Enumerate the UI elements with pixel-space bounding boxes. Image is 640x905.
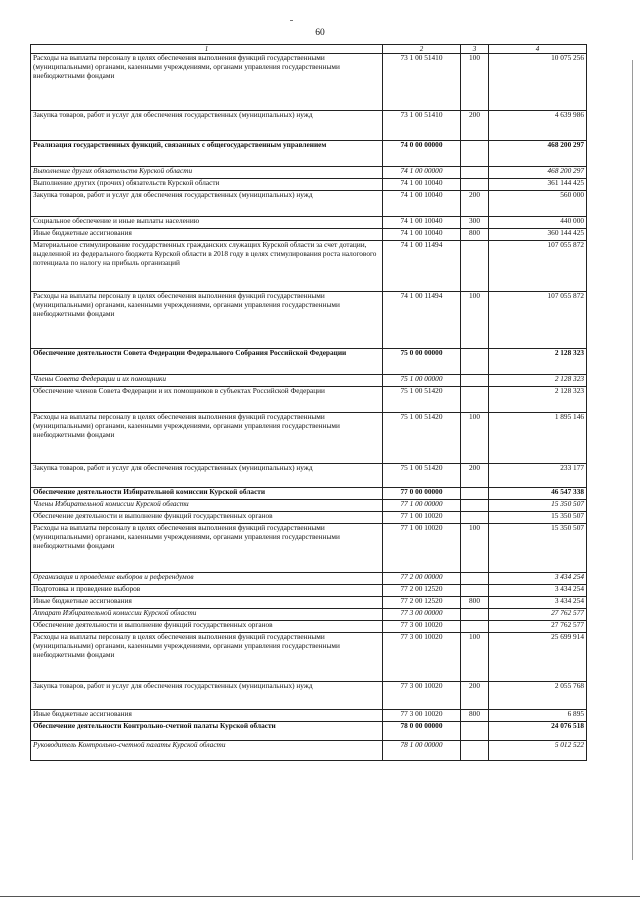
row-amount: 468 200 297: [489, 141, 587, 167]
scan-edge-line: [632, 60, 633, 860]
table-row: [31, 573, 587, 585]
header-row: [31, 45, 587, 54]
table-row: [31, 585, 587, 597]
row-expense-group: [461, 741, 489, 761]
row-code: 77 3 00 10020: [383, 682, 461, 710]
row-name: Аппарат Избирательной комиссии Курской области: [31, 609, 383, 621]
table-row: [31, 141, 587, 167]
budget-table: [30, 44, 587, 761]
row-code: 74 0 00 00000: [383, 141, 461, 167]
table-row: [31, 217, 587, 229]
row-amount: 4 639 986: [489, 111, 587, 141]
row-amount: 15 350 507: [489, 500, 587, 512]
row-name: Подготовка и проведение выборов: [31, 585, 383, 597]
row-code: 77 1 00 10020: [383, 512, 461, 524]
table-row: [31, 413, 587, 464]
table-row: [31, 682, 587, 710]
table-row: [31, 597, 587, 609]
row-name: Обеспечение деятельности и выполнение функций государственных органов: [31, 621, 383, 633]
table-row: [31, 488, 587, 500]
row-amount: 3 434 254: [489, 573, 587, 585]
row-name: Обеспечение деятельности Контрольно-счетной палаты Курской области: [31, 722, 383, 741]
row-expense-group: [461, 167, 489, 179]
row-code: 74 1 00 00000: [383, 167, 461, 179]
row-amount: 15 350 507: [489, 524, 587, 573]
header-col-4: 4: [489, 45, 587, 54]
row-name: Закупка товаров, работ и услуг для обеспечения государственных (муниципальных) нужд: [31, 464, 383, 488]
row-code: 77 2 00 12520: [383, 585, 461, 597]
row-name: Выполнение других (прочих) обязательств Курской области: [31, 179, 383, 191]
row-expense-group: 200: [461, 682, 489, 710]
row-amount: 2 055 768: [489, 682, 587, 710]
table-row: [31, 229, 587, 241]
row-name: Реализация государственных функций, связанных с общегосударственным управлением: [31, 141, 383, 167]
row-name: Обеспечение деятельности и выполнение функций государственных органов: [31, 512, 383, 524]
row-code: 77 2 00 00000: [383, 573, 461, 585]
row-code: 75 0 00 00000: [383, 349, 461, 375]
row-expense-group: 100: [461, 524, 489, 573]
table-row: [31, 464, 587, 488]
row-amount: 2 128 323: [489, 349, 587, 375]
table-row: [31, 710, 587, 722]
row-name: Расходы на выплаты персоналу в целях обеспечения выполнения функций государственными (муниципальными) органами, казенными учреждениями, органами управления государственными внебюджетными фондами: [31, 54, 383, 111]
row-amount: 10 075 256: [489, 54, 587, 111]
row-name: Расходы на выплаты персоналу в целях обеспечения выполнения функций государственными (муниципальными) органами, казенными учреждениями, органами управления государственными внебюджетными фондами: [31, 524, 383, 573]
row-amount: 27 762 577: [489, 621, 587, 633]
table-row: [31, 512, 587, 524]
table-row: [31, 609, 587, 621]
row-amount: 25 699 914: [489, 633, 587, 682]
table-row: [31, 179, 587, 191]
row-name: Материальное стимулирование государственных гражданских служащих Курской области за счет дотации, выделенной из федерального бюджета Курской области в 2018 году в целях стимулирования роста налогового потенциала по налогу на прибыль организаций: [31, 241, 383, 292]
row-amount: 440 000: [489, 217, 587, 229]
row-name: Обеспечение членов Совета Федерации и их помощников в субъектах Российской Федерации: [31, 387, 383, 413]
row-amount: 1 895 146: [489, 413, 587, 464]
row-amount: 2 128 323: [489, 375, 587, 387]
row-expense-group: [461, 621, 489, 633]
row-name: Закупка товаров, работ и услуг для обеспечения государственных (муниципальных) нужд: [31, 191, 383, 217]
row-amount: 233 177: [489, 464, 587, 488]
row-code: 73 1 00 51410: [383, 111, 461, 141]
table-row: [31, 741, 587, 761]
row-name: Организация и проведение выборов и референдумов: [31, 573, 383, 585]
row-amount: 46 547 338: [489, 488, 587, 500]
row-code: 74 1 00 10040: [383, 217, 461, 229]
table-row: [31, 722, 587, 741]
row-code: 77 3 00 10020: [383, 710, 461, 722]
table-row: [31, 621, 587, 633]
row-name: Иные бюджетные ассигнования: [31, 710, 383, 722]
row-expense-group: 100: [461, 633, 489, 682]
row-code: 77 3 00 00000: [383, 609, 461, 621]
row-name: Расходы на выплаты персоналу в целях обеспечения выполнения функций государственными (муниципальными) органами, казенными учреждениями, органами управления государственными внебюджетными фондами: [31, 633, 383, 682]
header-col-1: 1: [31, 45, 383, 54]
row-amount: 107 055 872: [489, 241, 587, 292]
table-row: [31, 292, 587, 349]
row-amount: 107 055 872: [489, 292, 587, 349]
row-amount: 2 128 323: [489, 387, 587, 413]
row-code: 75 1 00 51420: [383, 387, 461, 413]
row-expense-group: [461, 512, 489, 524]
row-code: 75 1 00 00000: [383, 375, 461, 387]
row-code: 74 1 00 10040: [383, 229, 461, 241]
row-name: Члены Избирательной комиссии Курской области: [31, 500, 383, 512]
row-amount: 3 434 254: [489, 597, 587, 609]
row-code: 74 1 00 11494: [383, 241, 461, 292]
page-number: 60: [315, 28, 325, 38]
header-col-2: 2: [383, 45, 461, 54]
table-row: [31, 191, 587, 217]
row-name: Выполнение других обязательств Курской области: [31, 167, 383, 179]
row-code: 77 3 00 10020: [383, 621, 461, 633]
row-code: 77 1 00 00000: [383, 500, 461, 512]
scan-mark: [290, 20, 293, 21]
row-code: 78 1 00 00000: [383, 741, 461, 761]
row-code: 75 1 00 51420: [383, 413, 461, 464]
page-bottom-line: [0, 896, 640, 897]
row-name: Расходы на выплаты персоналу в целях обеспечения выполнения функций государственными (муниципальными) органами, казенными учреждениями, органами управления государственными внебюджетными фондами: [31, 413, 383, 464]
header-col-3: 3: [461, 45, 489, 54]
row-expense-group: [461, 387, 489, 413]
row-expense-group: 800: [461, 229, 489, 241]
row-code: 77 0 00 00000: [383, 488, 461, 500]
row-code: 73 1 00 51410: [383, 54, 461, 111]
row-expense-group: [461, 573, 489, 585]
row-code: 78 0 00 00000: [383, 722, 461, 741]
row-amount: 6 895: [489, 710, 587, 722]
row-expense-group: [461, 241, 489, 292]
row-name: Расходы на выплаты персоналу в целях обеспечения выполнения функций государственными (муниципальными) органами, казенными учреждениями, органами управления государственными внебюджетными фондами: [31, 292, 383, 349]
row-expense-group: [461, 179, 489, 191]
row-expense-group: 200: [461, 191, 489, 217]
row-code: 74 1 00 10040: [383, 191, 461, 217]
row-name: Иные бюджетные ассигнования: [31, 229, 383, 241]
row-expense-group: [461, 488, 489, 500]
table-row: [31, 524, 587, 573]
table-row: [31, 633, 587, 682]
row-name: Иные бюджетные ассигнования: [31, 597, 383, 609]
row-expense-group: 100: [461, 54, 489, 111]
row-name: Обеспечение деятельности Избирательной комиссии Курской области: [31, 488, 383, 500]
table-row: [31, 241, 587, 292]
row-expense-group: [461, 609, 489, 621]
table-row: [31, 500, 587, 512]
row-amount: 360 144 425: [489, 229, 587, 241]
row-amount: 15 350 507: [489, 512, 587, 524]
row-expense-group: [461, 349, 489, 375]
table-row: [31, 111, 587, 141]
row-expense-group: 200: [461, 111, 489, 141]
row-expense-group: [461, 375, 489, 387]
row-expense-group: 200: [461, 464, 489, 488]
row-expense-group: [461, 141, 489, 167]
row-expense-group: 100: [461, 413, 489, 464]
table-row: [31, 167, 587, 179]
row-name: Закупка товаров, работ и услуг для обеспечения государственных (муниципальных) нужд: [31, 111, 383, 141]
row-amount: 3 434 254: [489, 585, 587, 597]
row-code: 75 1 00 51420: [383, 464, 461, 488]
row-amount: 560 000: [489, 191, 587, 217]
table-row: [31, 349, 587, 375]
row-code: 74 1 00 10040: [383, 179, 461, 191]
row-name: Члены Совета Федерации и их помощники: [31, 375, 383, 387]
row-code: 77 3 00 10020: [383, 633, 461, 682]
row-expense-group: 800: [461, 597, 489, 609]
row-expense-group: [461, 585, 489, 597]
row-code: 77 2 00 12520: [383, 597, 461, 609]
row-amount: 468 200 297: [489, 167, 587, 179]
row-expense-group: 300: [461, 217, 489, 229]
row-amount: 24 076 518: [489, 722, 587, 741]
row-expense-group: 800: [461, 710, 489, 722]
row-name: Закупка товаров, работ и услуг для обеспечения государственных (муниципальных) нужд: [31, 682, 383, 710]
row-name: Обеспечение деятельности Совета Федерации Федерального Собрания Российской Федерации: [31, 349, 383, 375]
row-expense-group: [461, 500, 489, 512]
row-code: 77 1 00 10020: [383, 524, 461, 573]
row-name: Руководитель Контрольно-счетной палаты Курской области: [31, 741, 383, 761]
row-name: Социальное обеспечение и иные выплаты населению: [31, 217, 383, 229]
row-code: 74 1 00 11494: [383, 292, 461, 349]
table-row: [31, 387, 587, 413]
row-amount: 27 762 577: [489, 609, 587, 621]
table-row: [31, 54, 587, 111]
row-expense-group: [461, 722, 489, 741]
table-row: [31, 375, 587, 387]
row-amount: 361 144 425: [489, 179, 587, 191]
row-expense-group: 100: [461, 292, 489, 349]
row-amount: 5 012 522: [489, 741, 587, 761]
